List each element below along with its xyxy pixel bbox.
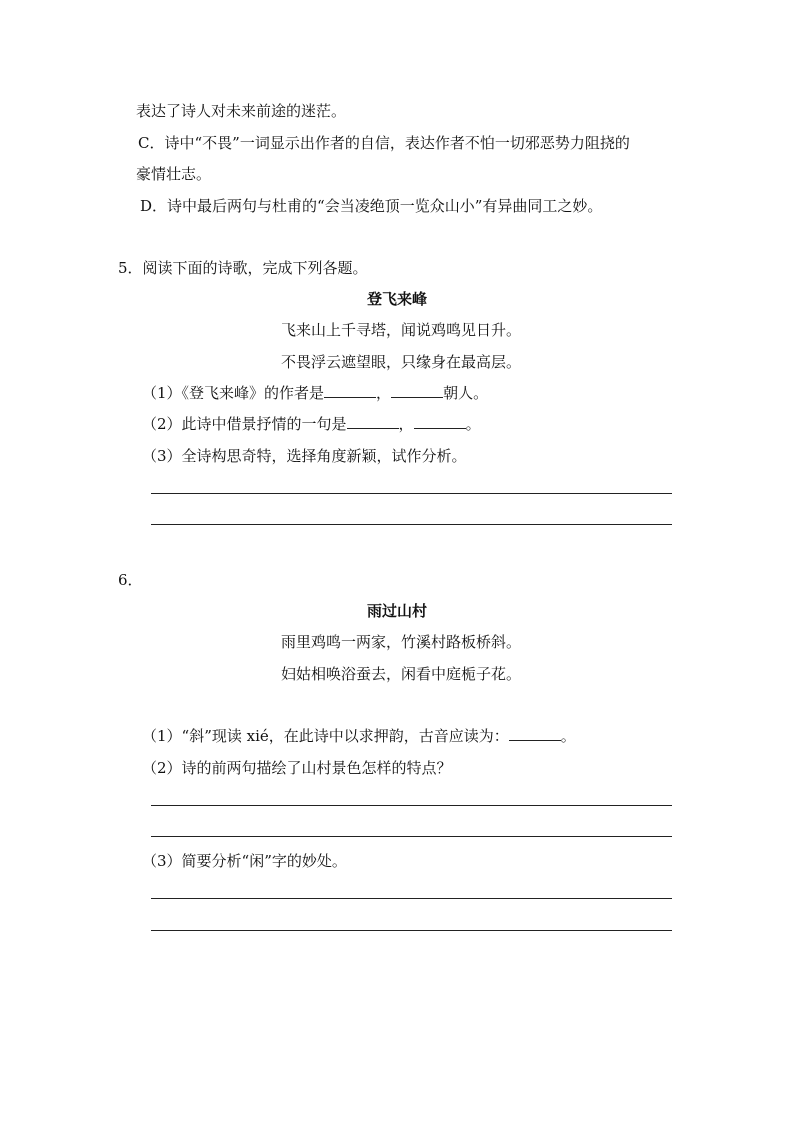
q6-poem-line1: 雨里鸡鸣一两家，竹溪村路板桥斜。 — [280, 633, 521, 651]
q6-sub1-prompt: （1）“斜”现读 xié，在此诗中以求押韵，古音应读为： — [142, 727, 509, 745]
q5-sub2-period: 。 — [465, 415, 481, 433]
q5-sub2-blank-1[interactable] — [347, 414, 399, 429]
q5-answer-line-2[interactable] — [151, 524, 672, 525]
q5-poem-line1: 飞来山上千寻塔，闻说鸡鸣见日升。 — [280, 321, 521, 339]
q6-number: 6． — [118, 571, 143, 589]
q5-sub2-blank-2[interactable] — [414, 414, 466, 429]
q5-sub1-prompt: （1）《登飞来峰》的作者是 — [142, 384, 325, 402]
q5-sub1 — [142, 383, 488, 403]
q6-sub2-answer-line-2[interactable] — [151, 836, 672, 837]
q6-sub3-answer-line-1[interactable] — [151, 898, 672, 899]
q5-number: 5．阅读下面的诗歌，完成下列各题。 — [118, 259, 368, 277]
q6-poem-title: 雨过山村 — [366, 602, 427, 620]
q5-sub1-suffix: 朝人。 — [443, 384, 489, 402]
option-c-line1: C．诗中“不畏”一词显示出作者的自信，表达作者不怕一切邪恶势力阻挠的 — [138, 134, 630, 152]
q5-sub2 — [142, 414, 481, 434]
q5-poem-line2: 不畏浮云遮望眼，只缘身在最高层。 — [280, 353, 521, 371]
q6-sub1 — [142, 726, 576, 746]
q5-sub1-blank-dynasty[interactable] — [391, 383, 443, 398]
option-b-continuation: 表达了诗人对未来前途的迷茫。 — [136, 102, 347, 120]
q6-sub1-blank[interactable] — [509, 726, 561, 741]
q5-sub3: （3）全诗构思奇特，选择角度新颖，试作分析。 — [142, 447, 467, 465]
option-c-line2: 豪情壮志。 — [136, 165, 212, 183]
option-d-line: D．诗中最后两句与杜甫的“会当凌绝顶一览众山小”有异曲同工之妙。 — [140, 197, 603, 215]
q5-sub2-comma: ， — [398, 415, 414, 433]
q6-sub1-period: 。 — [560, 727, 576, 745]
q6-sub3: （3）简要分析“闲”字的妙处。 — [142, 852, 347, 870]
q6-sub3-answer-line-2[interactable] — [151, 930, 672, 931]
q6-sub2: （2）诗的前两句描绘了山村景色怎样的特点？ — [142, 759, 452, 777]
q5-sub1-comma: ， — [376, 384, 392, 402]
q6-poem-line2: 妇姑相唤浴蚕去，闲看中庭栀子花。 — [280, 665, 521, 683]
q5-answer-line-1[interactable] — [151, 493, 672, 494]
q5-sub1-blank-author[interactable] — [324, 383, 376, 398]
q6-sub2-answer-line-1[interactable] — [151, 805, 672, 806]
q5-sub2-prompt: （2）此诗中借景抒情的一句是 — [142, 415, 347, 433]
q5-poem-title: 登飞来峰 — [366, 290, 427, 308]
